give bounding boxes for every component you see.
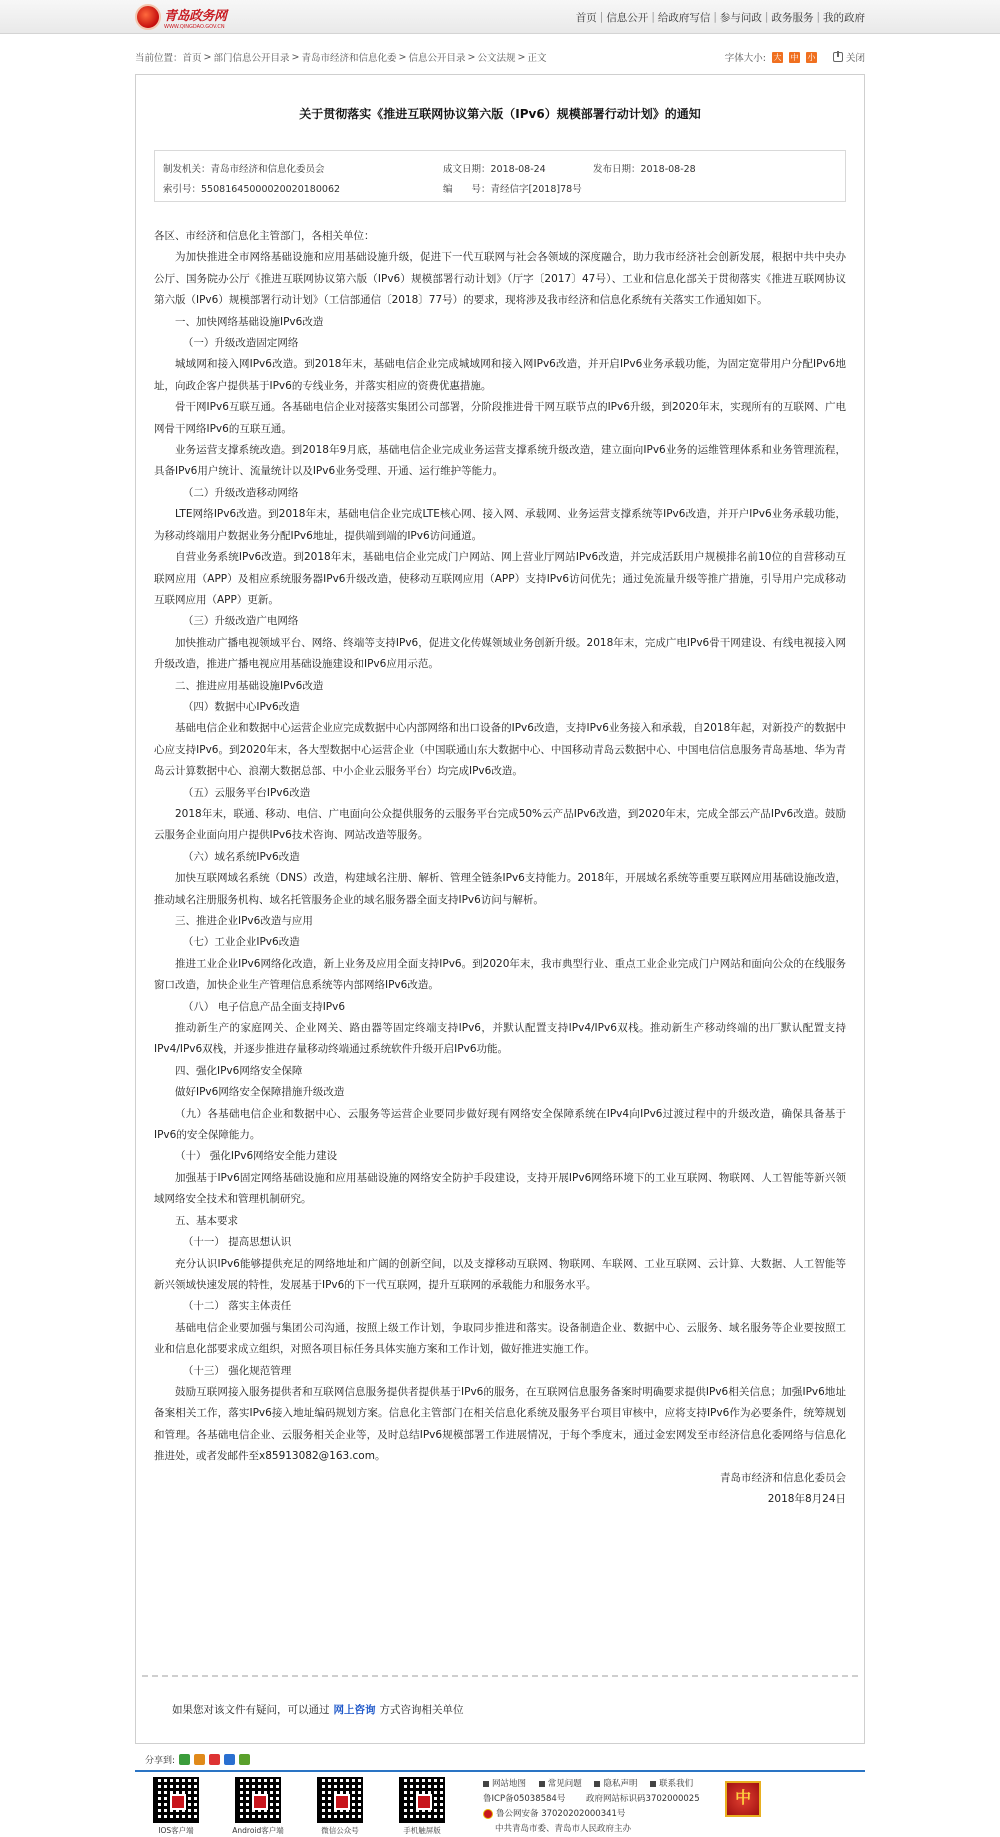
article-paragraph: 为加快推进全市网络基础设施和应用基础设施升级，促进下一代互联网与社会各领域的深度融合，助力我市经济社会创新发展，根据中共中央办公厅、国务院办公厅《推进互联网协议第六版（IPv6）规模部署行动计划》（厅字〔2017〕47号）、工业和信息化部关于贯彻落实《推进互联网协议第六版（IPv6）规模部署行动计划》（工信部通信〔2018〕77号）的要求，现将涉及我市经济和信息化系统有关落实工作通知如下。 <box>154 251 846 307</box>
qzone-share-icon[interactable] <box>179 1754 190 1765</box>
logo-title: 青岛政务网 <box>164 8 227 24</box>
logo-subtitle: WWW.QINGDAO.GOV.CN <box>164 23 225 30</box>
article-paragraph: （九）各基础电信企业和数据中心、云服务等运营企业要同步做好现有网络安全保障系统在IPv4向IPv6过渡过程中的升级改造，确保具备基于IPv6的安全保障能力。 <box>154 1107 846 1142</box>
online-consult-link[interactable]: 网上咨询 <box>333 1704 376 1716</box>
nav-home[interactable]: 首页 <box>575 11 597 24</box>
document-meta <box>154 150 846 202</box>
font-size-medium-button[interactable]: 中 <box>790 52 799 62</box>
consult-line: 如果您对该文件有疑问，可以通过 网上咨询 方式咨询相关单位 <box>172 1704 464 1716</box>
article-paragraph: 骨干网IPv6互联互通。各基础电信企业对接落实集团公司部署，分阶段推进骨干网互联节点的IPv6升级，到2020年末，实现所有的互联网、广电网骨干网络IPv6的互联互通。 <box>154 401 846 435</box>
index-number-field: 索引号：55081645000020020180062 <box>163 184 341 195</box>
article-paragraph: 二、推进应用基础设施IPv6改造 <box>175 679 324 692</box>
qr-code-icon <box>235 1777 281 1823</box>
article-body <box>154 226 846 1510</box>
article-paragraph: 充分认识IPv6能够提供充足的网络地址和广阔的创新空间，以及支撑移动互联网、物联网、车联网、工业互联网、云计算、大数据、人工智能等新兴领域快速发展的特性，发展基于IPv6的下一代互联网，提升互联网的承载能力和服务水平。 <box>154 1257 846 1291</box>
font-size-large-button[interactable]: 大 <box>773 52 782 62</box>
article-paragraph: 基础电信企业和数据中心运营企业应完成数据中心内部网络和出口设备的IPv6改造，支持IPv6业务接入和承载，自2018年起，对新投产的数据中心应支持IPv6。到2020年末，各大型数据中心运营企业（中国联通山东大数据中心、中国移动青岛云数据中心、中国电信信息服务青岛基地、华为青岛云计算数据中心、浪潮大数据总部、中小企业云服务平台）均完成IPv6改造。 <box>154 722 846 778</box>
article-paragraph: 加快互联网域名系统（DNS）改造，构建域名注册、解析、管理全链条IPv6支持能力。2018年，开展域名系统等重要互联网应用基础设施改造，推动域名注册服务机构、域名托管服务企业的域名服务器全面支持IPv6访问与解析。 <box>154 872 846 906</box>
breadcrumb-item[interactable]: 部门信息公开目录 <box>213 53 290 64</box>
article-paragraph: （五）云服务平台IPv6改造 <box>182 786 311 799</box>
qr-code-icon <box>153 1777 199 1823</box>
breadcrumb: 当前位置： 首页 > 部门信息公开目录 > 青岛市经济和信息化委 > 信息公开目录 > 公文法规 > 正文 <box>135 51 547 64</box>
article-paragraph: （十二） 落实主体责任 <box>182 1300 292 1313</box>
article-paragraph: 2018年末，联通、移动、电信、广电面向公众提供服务的云服务平台完成50%云产品IPv6改造，到2020年末，完成全部云产品IPv6改造。鼓励云服务企业面向用户提供IPv6技术咨询、网站改造等服务。 <box>154 807 846 842</box>
logo-emblem-icon <box>135 4 161 30</box>
article-paragraph: 2018年8月24日 <box>767 1492 846 1505</box>
nav-write-letter[interactable]: 给政府写信 <box>657 11 711 24</box>
article-paragraph: 五、基本要求 <box>175 1214 238 1227</box>
close-button[interactable] <box>833 50 865 64</box>
weibo-share-icon[interactable] <box>194 1754 205 1765</box>
nav-services[interactable]: 政务服务 <box>771 11 814 24</box>
top-header <box>0 0 1000 34</box>
article-paragraph: 推进工业企业IPv6网络化改造，新上业务及应用全面支持IPv6。到2020年末，我市典型行业、重点工业企业完成门户网站和面向公众的在线服务窗口改造，加快企业生产管理信息系统等内部网络IPv6改造。 <box>154 957 846 992</box>
qr-code-icon <box>399 1777 445 1823</box>
party-gov-emblem[interactable]: 中 <box>725 1781 761 1817</box>
qr-android[interactable]: Android客户端 <box>217 1777 299 1836</box>
article-paragraph: （二）升级改造移动网络 <box>182 486 299 499</box>
site-logo[interactable] <box>135 4 227 30</box>
created-date-field: 成文日期：2018-08-24 <box>443 164 546 175</box>
site-code: 政府网站标识码3702000025 <box>586 1794 700 1804</box>
breadcrumb-item[interactable]: 首页 <box>182 53 202 64</box>
article-paragraph: 各区、市经济和信息化主管部门，各相关单位： <box>154 230 375 242</box>
article-paragraph: 加强基于IPv6固定网络基础设施和应用基础设施的网络安全防护手段建设，支持开展IPv6网络环境下的工业互联网、物联网、人工智能等新兴领域网络安全技术和管理机制研究。 <box>154 1171 846 1206</box>
document-number-field: 编 号：青经信字[2018]78号 <box>443 184 582 195</box>
police-badge-icon <box>483 1809 493 1819</box>
renren-share-icon[interactable] <box>224 1754 235 1765</box>
share-bar <box>135 1748 865 1770</box>
breadcrumb-current: 正文 <box>527 53 547 64</box>
font-size-label: 字体大小: <box>724 53 766 64</box>
article-paragraph: （八） 电子信息产品全面支持IPv6 <box>182 1000 346 1013</box>
article-paragraph: （七）工业企业IPv6改造 <box>182 936 300 949</box>
power-icon <box>833 52 843 62</box>
article-paragraph: 四、强化IPv6网络安全保障 <box>175 1064 303 1077</box>
qr-ios[interactable]: IOS客户端 <box>135 1777 217 1836</box>
article-paragraph: 加快推动广播电视领域平台、网络、终端等支持IPv6，促进文化传媒领域业务创新升级。2018年末，完成广电IPv6骨干网建设、有线电视接入网升级改造，推进广播电视应用基础设施建设和IPv6应用示范。 <box>154 636 846 671</box>
nav-participate[interactable]: 参与问政 <box>719 11 762 24</box>
police-record[interactable]: 鲁公网安备 37020202000341号 <box>496 1809 626 1819</box>
tencent-weibo-share-icon[interactable] <box>209 1754 220 1765</box>
qr-wechat[interactable]: 微信公众号 <box>299 1777 381 1836</box>
article-paragraph: 一、加快网络基础设施IPv6改造 <box>175 315 324 328</box>
kaixin-share-icon[interactable] <box>239 1754 250 1765</box>
article-container <box>135 74 865 1744</box>
host-info: 中共青岛市委、青岛市人民政府主办 <box>495 1824 632 1834</box>
qr-code-icon <box>317 1777 363 1823</box>
breadcrumb-prefix: 当前位置： <box>135 53 183 64</box>
footer-link-contact[interactable]: 联系我们 <box>650 1779 693 1789</box>
footer-link-faq[interactable]: 常见问题 <box>539 1779 582 1789</box>
breadcrumb-item[interactable]: 信息公开目录 <box>408 53 466 64</box>
article-paragraph: 鼓励互联网接入服务提供者和互联网信息服务提供者提供基于IPv6的服务，在互联网信息服务备案时明确要求提供IPv6相关信息；加强IPv6地址备案相关工作，落实IPv6接入地址编码规划方案。信息化主管部门在相关信息化系统及服务平台项目审核中，应将支持IPv6作为必要条件，统筹规划和管理。各基础电信企业、云服务相关企业等，及时总结IPv6规模部署工作进展情况，于每个季度末，通过金宏网发至市经济信息化委网络与信息化推进处，或者发邮件至x85913082@163.com。 <box>154 1385 846 1463</box>
article-paragraph: （十） 强化IPv6网络安全能力建设 <box>175 1150 338 1163</box>
page-title: 关于贯彻落实《推进互联网协议第六版（IPv6）规模部署行动计划》的通知 <box>299 107 701 121</box>
article-paragraph: 基础电信企业要加强与集团公司沟通，按照上级工作计划，争取同步推进和落实。设备制造企业、数据中心、云服务、域名服务等企业要按照工业和信息化部要求成立组织，对照各项目标任务具体实施方案和工作计划，做好推进实施工作。 <box>154 1321 846 1356</box>
article-paragraph: 自营业务系统IPv6改造。到2018年末，基础电信企业完成门户网站、网上营业厅网站IPv6改造，并完成活跃用户规模排名前10位的自营移动互联网应用（APP）及相应系统服务器IPv6升级改造，使移动互联网应用（APP）支持IPv6访问优先；通过免流量升级等推广措施，引导用户完成移动互联网应用（APP）更新。 <box>154 551 846 606</box>
qr-mobile[interactable]: 手机触屏版 <box>381 1777 463 1836</box>
share-label: 分享到: <box>145 1755 176 1766</box>
issuer-field: 制发机关：青岛市经济和信息化委员会 <box>163 164 325 175</box>
article-paragraph: 青岛市经济和信息化委员会 <box>720 1471 846 1484</box>
footer-link-privacy[interactable]: 隐私声明 <box>594 1779 637 1789</box>
site-footer <box>135 1770 865 1835</box>
top-nav: 首页 | 信息公开 | 给政府写信 | 参与问政 | 政务服务 | 我的政府 <box>575 11 865 24</box>
divider <box>142 1675 858 1677</box>
article-paragraph: 业务运营支撑系统改造。到2018年9月底，基础电信企业完成业务运营支撑系统升级改造，建立面向IPv6业务的运维管理体系和业务管理流程，具备IPv6用户统计、流量统计以及IPv6业务受理、开通、运行维护等能力。 <box>154 444 846 478</box>
article-paragraph: （十一） 提高思想认识 <box>182 1236 292 1249</box>
article-paragraph: 三、推进企业IPv6改造与应用 <box>175 915 313 927</box>
breadcrumb-item[interactable]: 青岛市经济和信息化委 <box>301 53 397 64</box>
page-tools <box>725 50 865 64</box>
nav-my-gov[interactable]: 我的政府 <box>823 11 865 24</box>
article-paragraph: （四）数据中心IPv6改造 <box>182 700 300 713</box>
close-label: 关闭 <box>845 53 865 64</box>
article-paragraph: （三）升级改造广电网络 <box>182 615 299 628</box>
nav-info-public[interactable]: 信息公开 <box>606 11 649 24</box>
icp-number[interactable]: 鲁ICP备05038584号 <box>483 1794 566 1804</box>
article-paragraph: 城域网和接入网IPv6改造。到2018年末，基础电信企业完成城域网和接入网IPv6改造，并开启IPv6业务承载功能，为固定宽带用户分配IPv6地址，向政企客户提供基于IPv6的专线业务，并落实相应的资费优惠措施。 <box>154 358 846 392</box>
article-paragraph: 推动新生产的家庭网关、企业网关、路由器等固定终端支持IPv6，并默认配置支持IPv4/IPv6双栈。推动新生产移动终端的出厂默认配置支持IPv4/IPv6双栈，并逐步推进存量移动终端通过系统软件升级开启IPv6功能。 <box>154 1022 846 1056</box>
article-paragraph: （十三） 强化规范管理 <box>182 1364 292 1377</box>
footer-link-sitemap[interactable]: 网站地图 <box>483 1779 526 1789</box>
article-paragraph: （六）域名系统IPv6改造 <box>182 850 300 863</box>
article-paragraph: 做好IPv6网络安全保障措施升级改造 <box>175 1086 345 1099</box>
published-date-field: 发布日期：2018-08-28 <box>593 164 696 175</box>
breadcrumb-item[interactable]: 公文法规 <box>477 53 516 64</box>
font-size-small-button[interactable]: 小 <box>807 52 816 62</box>
article-paragraph: LTE网络IPv6改造。到2018年末，基础电信企业完成LTE核心网、接入网、承载网、业务运营支撑系统等IPv6改造，并开户IPv6业务承载功能，为移动终端用户数据业务分配IPv6地址，提供端到端的IPv6访问通道。 <box>154 508 846 542</box>
article-paragraph: （一）升级改造固定网络 <box>182 337 299 350</box>
footer-links <box>483 1777 703 1837</box>
